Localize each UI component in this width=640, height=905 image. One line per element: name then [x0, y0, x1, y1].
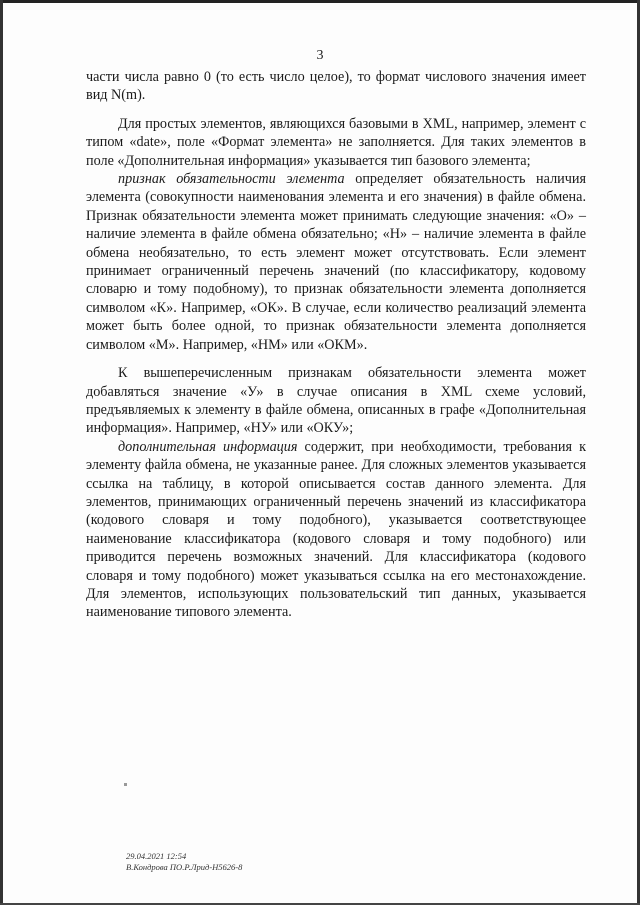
scan-speck: [124, 783, 127, 786]
page-number: 3: [316, 48, 324, 63]
paragraph-additional-info: [86, 438, 586, 622]
stamp-datetime: 29.04.2021 12:54: [126, 851, 187, 861]
stamp-reference: В.Кондрова ПО.Р.Лрид-Н5626-8: [126, 862, 243, 872]
document-body: [86, 68, 586, 622]
print-stamp: [126, 851, 242, 873]
term-additional-info: дополнительная информация: [118, 438, 298, 455]
paragraph-required-flag: [86, 170, 586, 354]
paragraph-simple-elements: Для простых элементов, являющихся базовыми в XML, например, элемент с типом «date», поле «Формат элемента» не заполняется. Для таких элементов в поле «Дополнительная информация» указывается тип базового элемента;: [86, 115, 586, 169]
paragraph-condition-flag: К вышеперечисленным признакам обязательности элемента может добавляться значение «У» в случае описания в XML схеме условий, предъявляемых к элементу в файле обмена, описанных в графе «Дополнительная информация». Например, «НУ» или «ОКУ»;: [86, 365, 586, 437]
scan-edge-top: [0, 0, 640, 3]
required-flag-description: определяет обязательность наличия элемента (совокупности наименования элемента и его значения) в файле обмена. Признак обязательности элемента может принимать следующие значения: «О» – наличие элемента в файле обмена обязательно; «Н» – наличие элемента в файле обмена необязательно, то есть элемент может отсутствовать. Если элемент принимает ограниченный перечень значений (по классификатору, кодовому словарю и тому подобному), то признак обязательности элемента дополняется символом «К». Например, «ОК». В случае, если количество реализаций элемента может быть более одной, то признак обязательности элемента дополняется символом «М». Например, «НМ» или «ОКМ».: [86, 171, 586, 353]
paragraph-continuation: части числа равно 0 (то есть число целое), то формат числового значения имеет вид N(m).: [86, 69, 586, 104]
scan-edge-left: [0, 0, 3, 905]
additional-info-description: содержит, при необходимости, требования к элементу файла обмена, не указанные ранее. Для сложных элементов указывается ссылка на таблицу, в которой описывается состав данного элемента. Для элементов, принимающих ограниченный перечень значений из классификатора (кодового словаря и тому подобного), указывается соответствующее наименование классификатора (кодового словаря и тому подобного) или приводится перечень возможных значений. Для классификатора (кодового словаря и тому подобного) может указываться ссылка на его местонахождение. Для элементов, использующих пользовательский тип данных, указывается наименование типового элемента.: [86, 438, 586, 621]
term-required-flag: признак обязательности элемента: [118, 171, 345, 188]
